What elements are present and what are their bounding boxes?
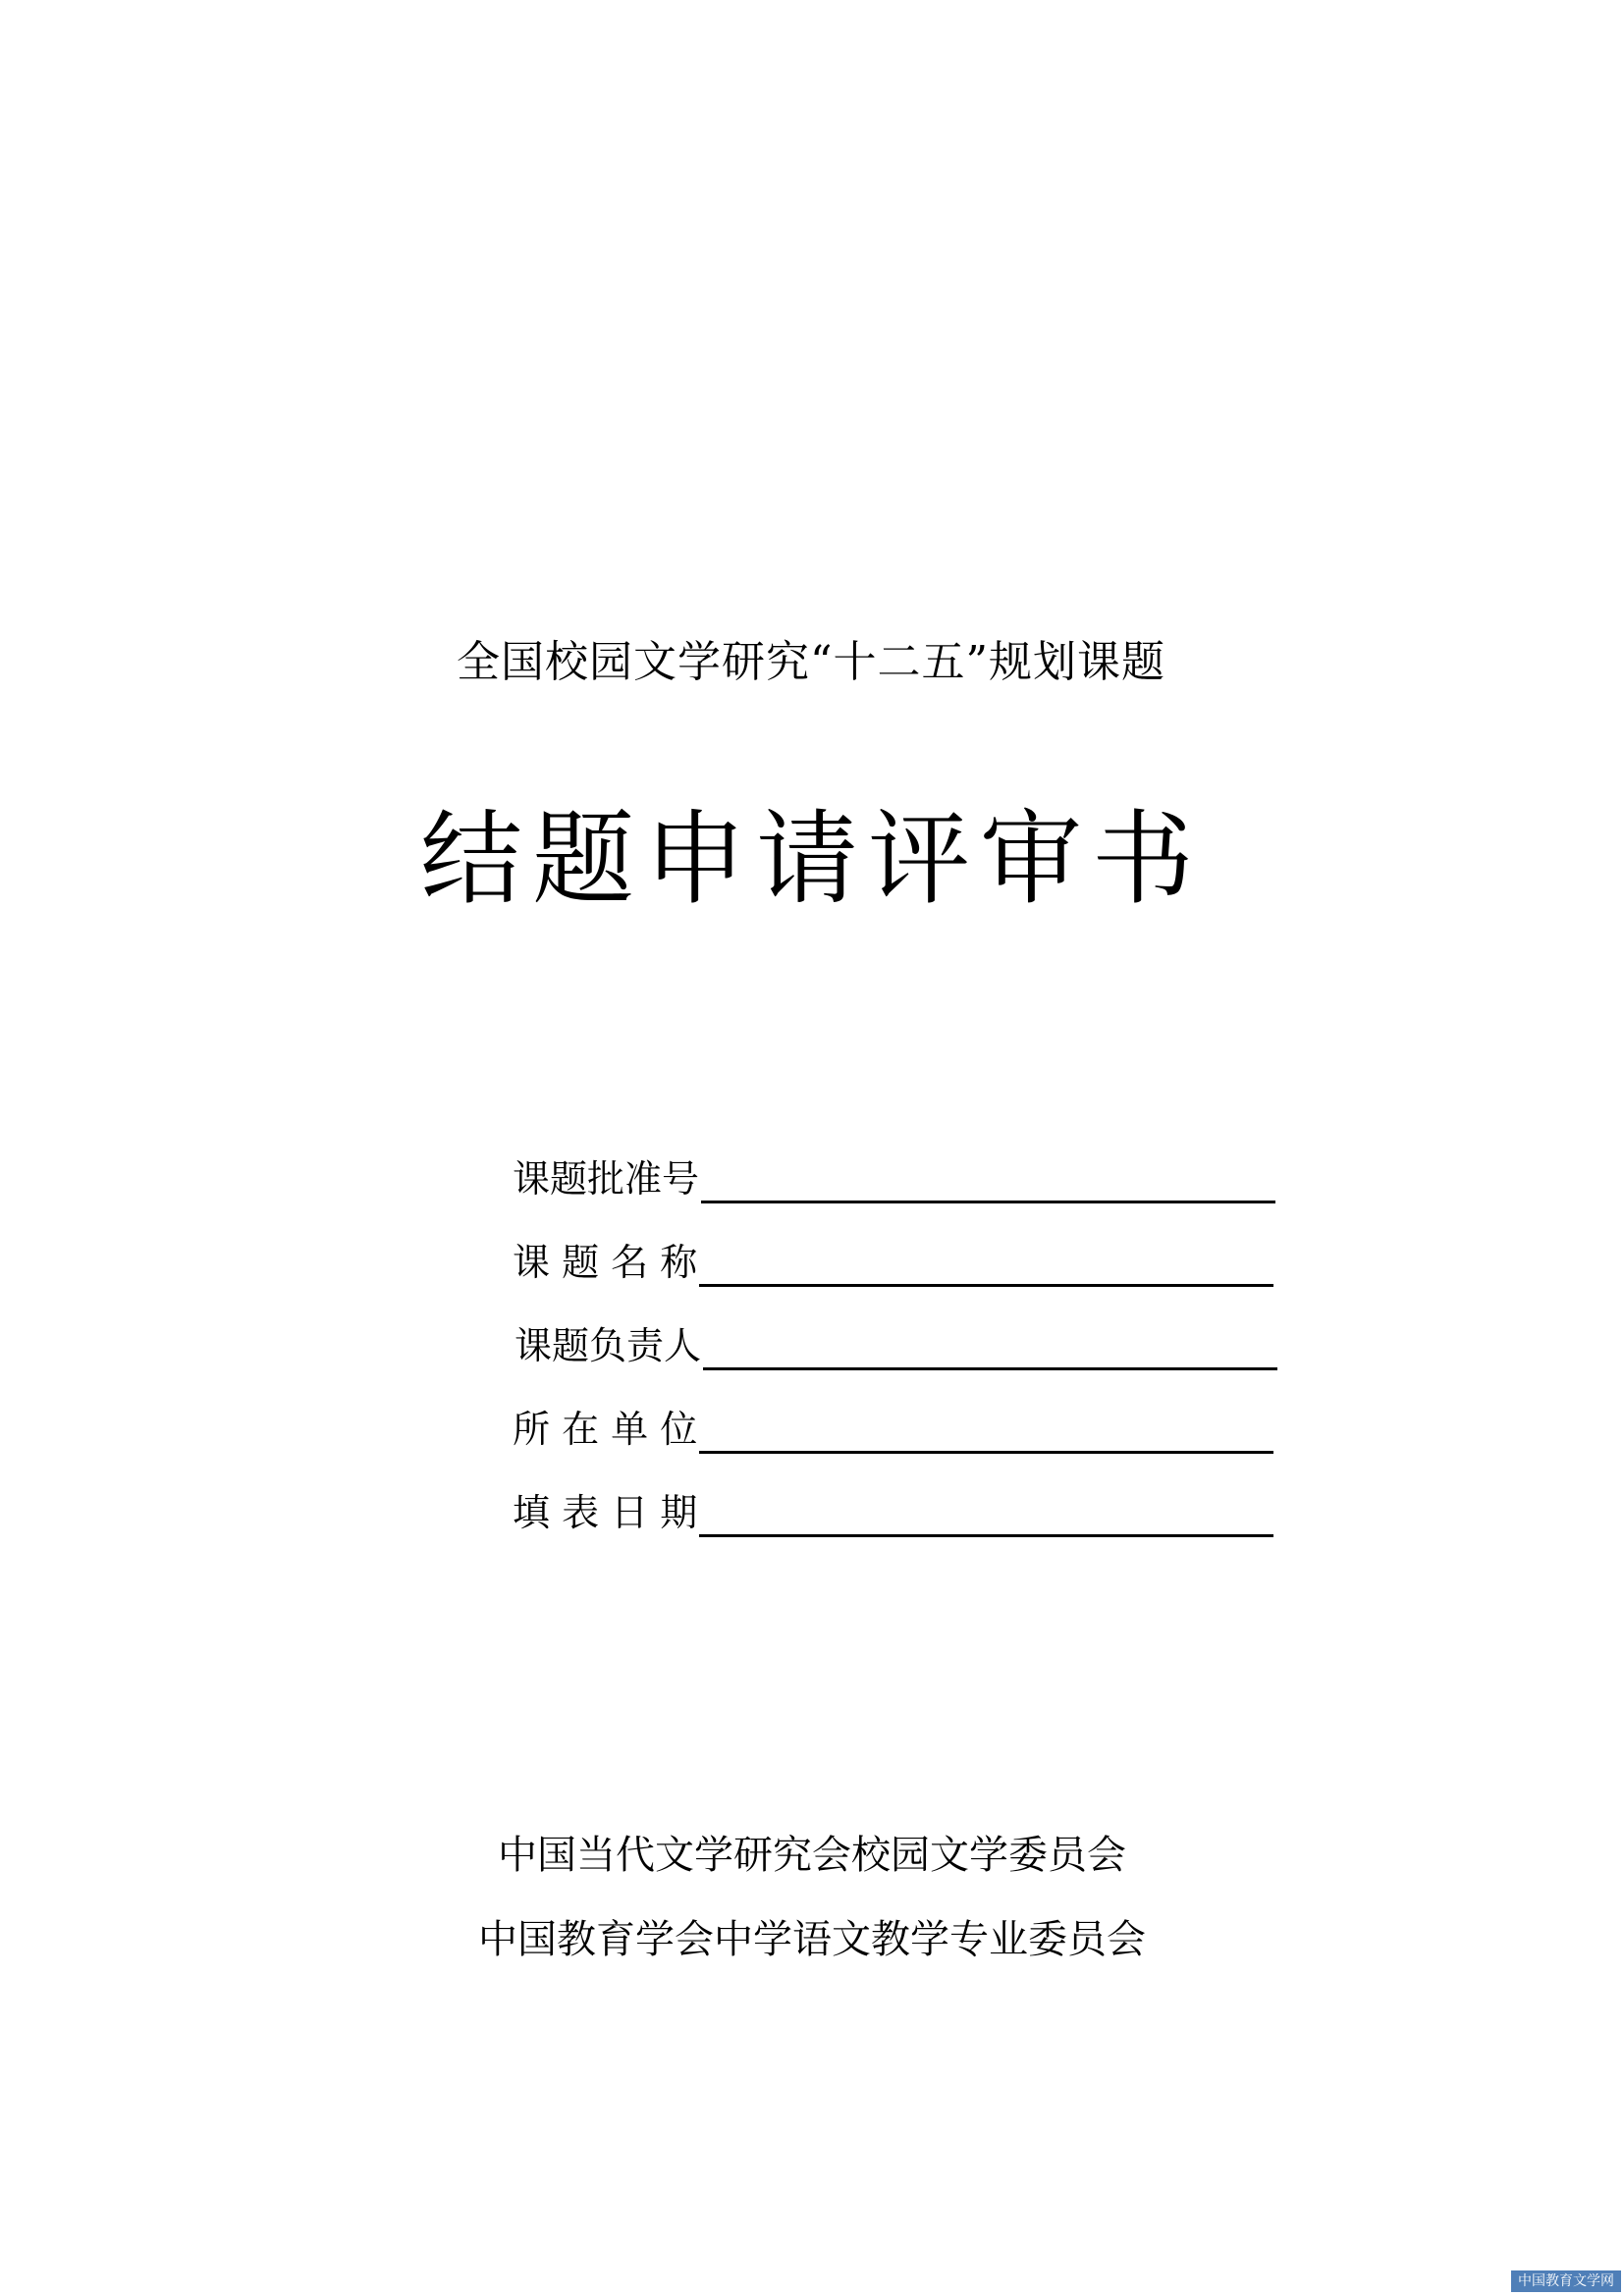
project-subtitle: 全国校园文学研究“十二五”规划课题 bbox=[457, 637, 1165, 687]
field-label-project-name: 课 题 名 称 bbox=[513, 1241, 698, 1284]
field-row-approval-number bbox=[513, 1145, 1275, 1203]
fill-date-input[interactable] bbox=[699, 1489, 1273, 1537]
organization-input[interactable] bbox=[699, 1406, 1273, 1454]
field-row-project-leader bbox=[514, 1311, 1277, 1370]
site-watermark: 中国教育文学网 bbox=[1511, 2270, 1621, 2292]
issuing-organization-2: 中国教育学会中学语文教学专业委员会 bbox=[478, 1917, 1146, 1962]
project-name-input[interactable] bbox=[699, 1239, 1273, 1287]
field-label-organization: 所 在 单 位 bbox=[513, 1408, 698, 1451]
field-label-fill-date: 填 表 日 期 bbox=[513, 1491, 698, 1534]
field-label-approval-number: 课题批准号 bbox=[513, 1157, 700, 1201]
issuing-organization-1: 中国当代文学研究会校园文学委员会 bbox=[498, 1833, 1126, 1878]
field-row-organization bbox=[513, 1395, 1273, 1454]
field-row-project-name bbox=[513, 1228, 1273, 1287]
approval-number-input[interactable] bbox=[701, 1155, 1275, 1203]
document-title: 结题申请评审书 bbox=[419, 799, 1204, 919]
project-leader-input[interactable] bbox=[703, 1322, 1277, 1370]
field-row-fill-date bbox=[513, 1478, 1273, 1537]
field-label-project-leader: 课题负责人 bbox=[514, 1324, 702, 1367]
